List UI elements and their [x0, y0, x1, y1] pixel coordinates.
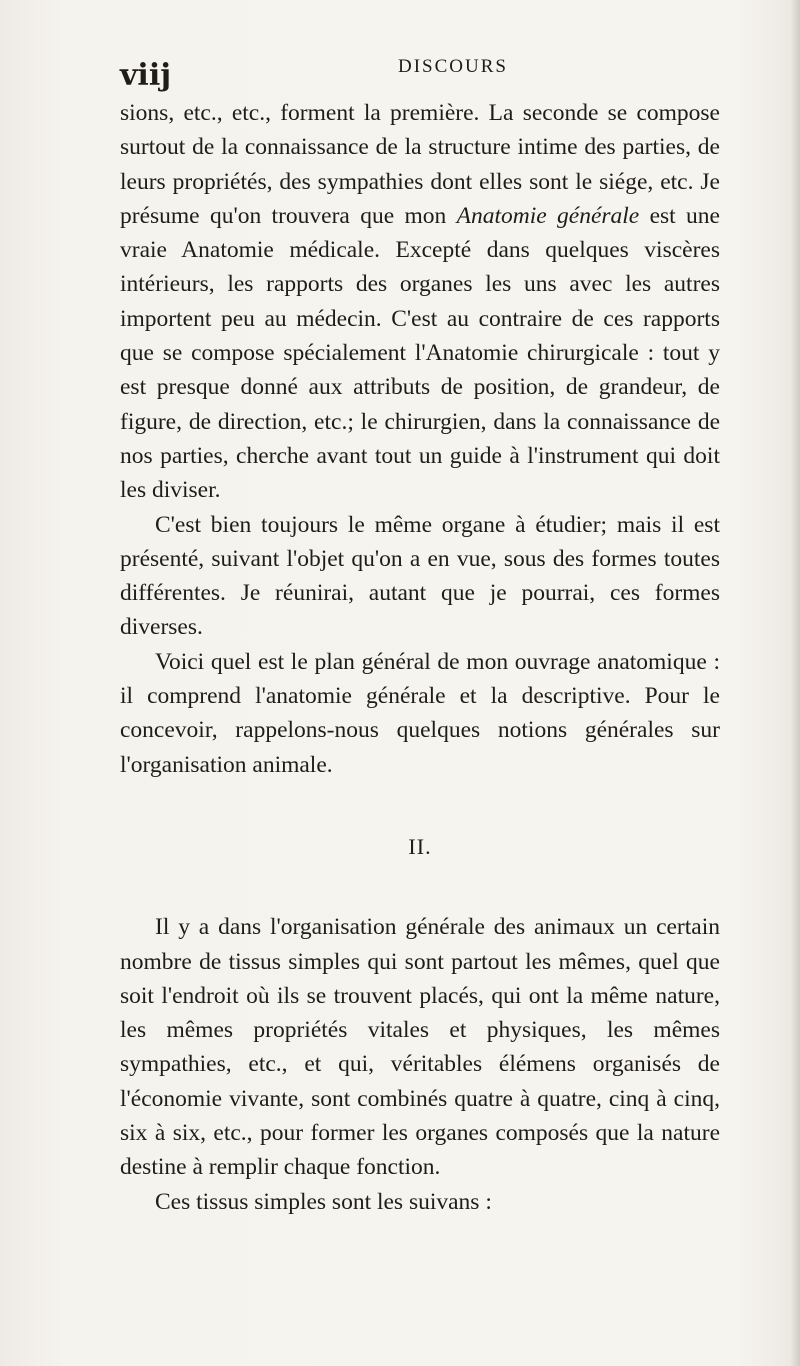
paragraph-3: Voici quel est le plan général de mon ouvrage anatomique : il comprend l'anatomie générale et la descriptive. Pour le concevoir, rappelons-nous quelques notions générales sur l'organisation animale.	[120, 648, 720, 778]
paragraph-1	[120, 96, 720, 508]
paragraph-1-start: sions, etc., etc., forment la première. La seconde se compose surtout de la connaissance de la structure intime des parties, de leurs propriétés, des sympathies dont elles sont le siége, etc. Je présume qu'on trouvera que mon	[120, 100, 720, 229]
paragraph-4: Il y a dans l'organisation générale des animaux un certain nombre de tissus simples qui sont partout les mêmes, quel que soit l'endroit où ils se trouvent placés, qui ont la même nature, les mêmes propriétés vitales et physiques, les mêmes sympathies, etc., et qui, véritables élémens organisés de l'économie vivante, sont combinés quatre à quatre, cinq à cinq, six à six, etc., pour former les organes composés que la nature destine à remplir chaque fonction.	[120, 914, 720, 1181]
paragraph-2: C'est bien toujours le même organe à étudier; mais il est présenté, suivant l'objet qu'on a en vue, sous des formes toutes différentes. Je réunirai, autant que je pourrai, ces formes diverses.	[120, 511, 720, 641]
page-edge-shadow	[790, 0, 800, 1366]
running-title: DISCOURS	[398, 56, 508, 77]
book-title-italic: Anatomie générale	[456, 202, 640, 229]
paragraph-1-end: est une vraie Anatomie médicale. Excepté dans quelques viscères intérieurs, les rapports des organes les uns avec les autres importent peu au médecin. C'est au contraire de ces rapports que se compose spécialement l'Anatomie chirurgicale : tout y est presque donné aux attributs de position, de grandeur, de figure, de direction, etc.; le chirurgien, dans la connaissance de nos parties, cherche avant tout un guide à l'instrument qui doit les diviser.	[120, 202, 720, 504]
page-number: viij	[120, 58, 172, 93]
page-body	[120, 96, 720, 1219]
section-number: II.	[408, 833, 432, 859]
paragraph-5: Ces tissus simples sont les suivans :	[155, 1188, 492, 1215]
running-header	[120, 52, 720, 92]
